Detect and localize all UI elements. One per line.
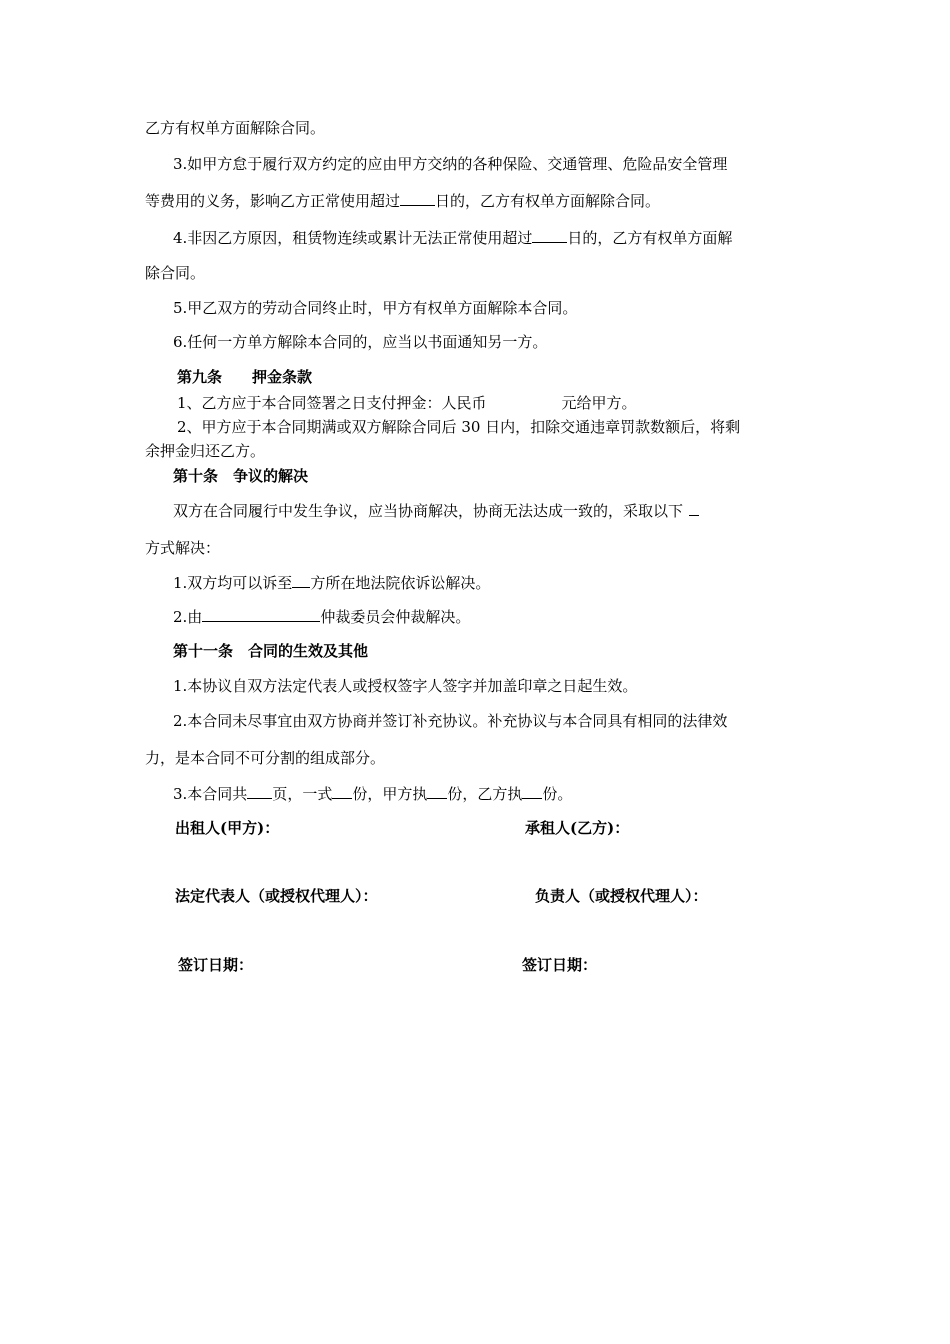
c10-item2	[173, 606, 470, 627]
c8-line1: 乙方有权单方面解除合同。	[145, 119, 326, 137]
blank-pages	[247, 783, 272, 799]
blank-arbitration	[202, 606, 320, 622]
blank-copies	[332, 783, 352, 799]
sign-responsible-label: 负责人（或授权代理人）：	[535, 887, 708, 905]
c10-item1-post: 方所在地法院依诉讼解决。	[310, 574, 491, 592]
c9-item1-pre: 1、乙方应于本合同签署之日支付押金：人民币	[177, 394, 487, 412]
blank-copies-b	[522, 783, 542, 799]
c10-item1-pre: 1.双方均可以诉至	[173, 574, 293, 592]
c9-item2-line1: 2、甲方应于本合同期满或双方解除合同后 30 日内，扣除交通违章罚款数额后，将剩	[177, 418, 741, 436]
c9-item1-post: 元给甲方。	[561, 394, 637, 412]
sign-legal-rep-label: 法定代表人（或授权代理人）：	[175, 887, 378, 905]
c11-p3-d: 份，乙方执	[447, 785, 523, 803]
c8-p4-line2: 除合同。	[145, 264, 206, 282]
c10-para-line1	[173, 500, 699, 521]
c9-heading: 第九条 押金条款	[177, 368, 313, 386]
c11-p2-line1: 2.本合同未尽事宜由双方协商并签订补充协议。补充协议与本合同具有相同的法律效	[173, 712, 728, 730]
c8-p3-text-post: 日的，乙方有权单方面解除合同。	[435, 192, 661, 210]
blank-days-1	[400, 190, 435, 206]
c8-p5: 5.甲乙双方的劳动合同终止时，甲方有权单方面解除本合同。	[173, 299, 578, 317]
c8-p3-line2	[145, 190, 660, 211]
c11-p1: 1.本协议自双方法定代表人或授权签字人签字并加盖印章之日起生效。	[173, 677, 638, 695]
blank-party	[292, 572, 310, 588]
c8-p4-line1	[173, 227, 732, 248]
blank-copies-a	[427, 783, 447, 799]
c11-p3-b: 页，一式	[272, 785, 333, 803]
sign-lessor-label: 出租人(甲方)：	[175, 819, 280, 837]
c11-p3-c: 份，甲方执	[352, 785, 428, 803]
blank-method	[689, 500, 699, 516]
c8-p6: 6.任何一方单方解除本合同的，应当以书面通知另一方。	[173, 333, 548, 351]
c10-item2-pre: 2.由	[173, 608, 203, 626]
blank-days-2	[532, 227, 567, 243]
c9-item2-line2: 余押金归还乙方。	[145, 442, 266, 460]
c10-item2-post: 仲裁委员会仲裁解决。	[320, 608, 471, 626]
c8-p4-text-post: 日的，乙方有权单方面解	[567, 229, 733, 247]
c8-p3-line1: 3.如甲方怠于履行双方约定的应由甲方交纳的各种保险、交通管理、危险品安全管理	[173, 155, 728, 173]
c8-p4-text-pre: 4.非因乙方原因，租赁物连续或累计无法正常使用超过	[173, 229, 533, 247]
c9-item1	[177, 393, 637, 413]
c10-heading: 第十条 争议的解决	[173, 467, 309, 485]
sign-date-left: 签订日期：	[178, 956, 254, 974]
c11-p2-line2: 力，是本合同不可分割的组成部分。	[145, 749, 386, 767]
c10-para-line2: 方式解决：	[145, 539, 221, 557]
sign-lessee-label: 承租人(乙方)：	[525, 819, 630, 837]
c11-p3	[173, 783, 572, 804]
c10-item1	[173, 572, 490, 593]
c10-para-text: 双方在合同履行中发生争议，应当协商解决，协商无法达成一致的，采取以下	[173, 502, 684, 520]
sign-date-right: 签订日期：	[522, 956, 598, 974]
c11-p3-e: 份。	[542, 785, 573, 803]
c11-p3-a: 3.本合同共	[173, 785, 248, 803]
c8-p3-text-pre: 等费用的义务，影响乙方正常使用超过	[145, 192, 401, 210]
c11-heading: 第十一条 合同的生效及其他	[173, 642, 369, 660]
